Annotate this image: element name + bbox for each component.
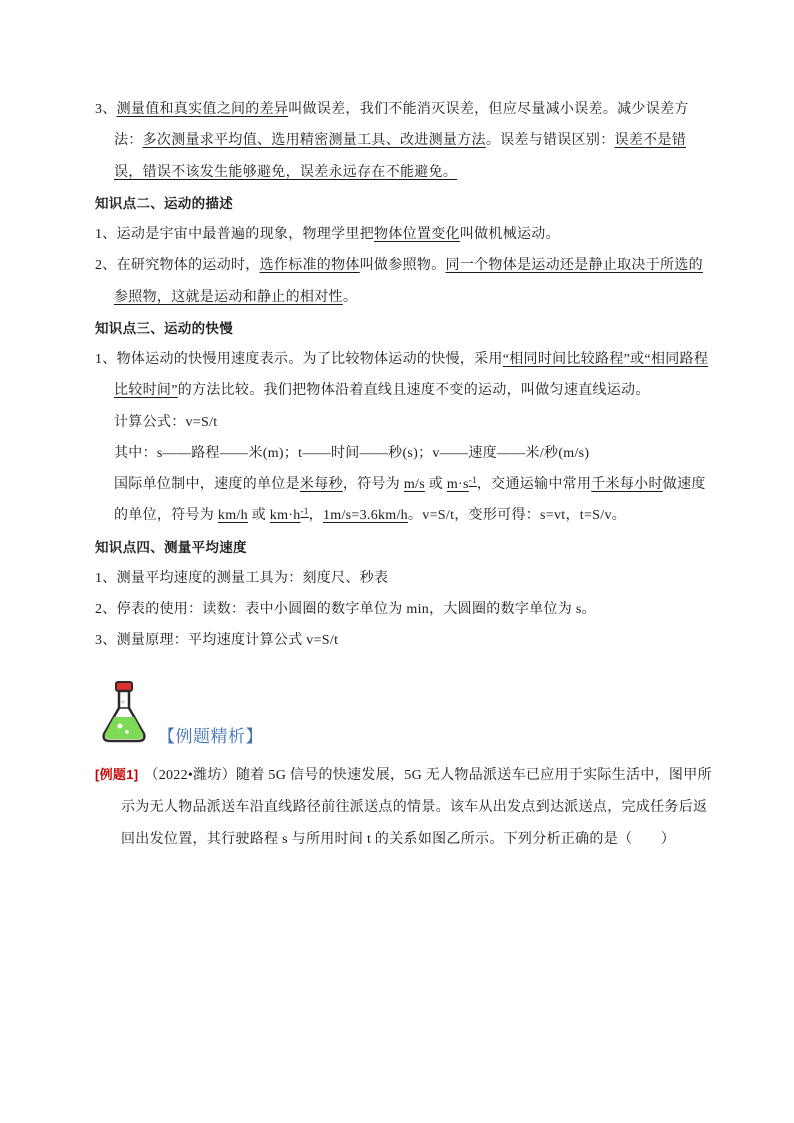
note-text: 或 [247,508,270,524]
superscript-text: -1 [468,475,477,485]
note-line [95,100,689,120]
note-text: 。误差与错误区别： [485,133,615,149]
note-text: 1、物体运动的快慢用速度表示。为了比较物体运动的快慢，采用 [95,352,503,367]
note-text: 叫做误差，我们不能消灭误差，但应尽量减小误差。减少误差方 [288,102,689,117]
underlined-key-text: 米每秒 [299,477,343,492]
flask-cap [116,682,132,691]
note-line [114,131,686,151]
note-line [95,256,703,276]
question-line [95,765,712,785]
underlined-key-text: 比较时间” [114,383,178,399]
underlined-key-text: 1m/s=3.6km/h [322,508,408,524]
question-text: 回出发位置，其行驶路程 s 与所用时间 t 的关系如图乙所示。下列分析正确的是（ ） [121,832,676,847]
underlined-key-text: 误，错误不该发生能够避免，误差永远存在不能避免。 [114,164,458,180]
underlined-key-text: km/h [217,508,248,524]
underlined-key-text: 测量值和真实值之间的差异 [116,102,289,117]
superscript-text: -1 [300,506,309,517]
note-text: 知识点二、运动的描述 [95,195,233,211]
underlined-key-text: 参照物，这就是运动和静止的相对性 [114,289,343,305]
note-line [95,600,596,620]
note-line [114,475,706,495]
note-line [114,288,357,308]
note-text: ， [308,508,323,524]
note-line [95,569,388,589]
underlined-key-text: m·s [446,477,469,492]
underlined-key-text: 同一个物体是运动还是静止取决于所选的 [445,258,703,274]
underlined-key-text: 选作标准的物体 [259,258,360,274]
note-text: 做速度 [662,477,706,492]
note-text: 。v=S/t，变形可得：s=vt，t=S/v。 [408,508,627,524]
question-text: 示为无人物品派送车沿直线路径前往派送点的情景。该车从出发点到达派送点，完成任务后返 [121,799,708,815]
note-text: 叫做机械运动。 [459,227,560,242]
underlined-key-text: “相同时间比较路程”或“相同路程 [502,352,709,367]
note-line [95,631,338,651]
underlined-key-text: 误差不是错 [614,133,687,149]
example-label: [例题1] [95,767,139,782]
note-text: 知识点四、测量平均速度 [95,539,247,555]
note-text: 法： [114,133,143,149]
question-line [121,798,707,818]
note-text: 国际单位制中，速度的单位是 [114,477,300,492]
knowledge-notes [0,100,794,660]
flask-icon [100,680,148,744]
note-text: 3、测量原理：平均速度计算公式 v=S/t [95,633,339,649]
note-line [114,506,626,526]
bubble [125,730,129,734]
note-text: 。 [342,289,358,305]
example-banner: 【例题精析】 [158,727,263,746]
underlined-key-text: km·h [269,508,301,524]
note-text: 1、测量平均速度的测量工具为：刻度尺、秒表 [95,570,389,586]
note-text: 叫做参照物。 [359,258,446,274]
section-heading [95,319,233,339]
note-text: 3、 [95,102,117,117]
section-heading [95,538,247,558]
note-text: 的单位，符号为 [114,508,218,524]
underlined-key-text: m/s [403,477,425,492]
section-heading [95,194,233,214]
note-line [114,444,589,464]
note-text: 知识点三、运动的快慢 [95,320,233,336]
note-text: ，交通运输中常用 [476,477,592,492]
underlined-key-text: 物体位置变化 [374,227,460,242]
underlined-key-text: 千米每小时 [591,477,663,492]
note-line [114,381,650,401]
note-text: 其中：s——路程——米(m)；t——时间——秒(s)；v——速度——米/秒(m/s) [114,445,590,461]
example-question [0,765,794,875]
note-text: 2、在研究物体的运动时， [95,258,260,274]
question-line [121,830,675,850]
note-text: 1、运动是宇宙中最普遍的现象，物理学里把 [95,227,374,242]
note-text: ，符号为 [342,477,404,492]
bubble [118,724,123,729]
bubble [121,700,124,703]
note-text: 或 [424,477,447,492]
note-line [114,413,217,433]
question-text: （2022•潍坊）随着 5G 信号的快速发展，5G 无人物品派送车已应用于实际生活中，图甲所 [144,768,712,783]
note-text: 计算公式：v=S/t [114,414,218,430]
note-line [114,163,457,183]
note-text: 2、停表的使用：读数：表中小圆圈的数字单位为 min，大圆圈的数字单位为 s。 [95,602,596,617]
underlined-key-text: 多次测量求平均值、选用精密测量工具、改进测量方法 [142,133,486,149]
note-text: 的方法比较。我们把物体沿着直线且速度不变的运动，叫做匀速直线运动。 [177,383,650,399]
note-line [95,225,560,245]
note-line [95,350,708,370]
